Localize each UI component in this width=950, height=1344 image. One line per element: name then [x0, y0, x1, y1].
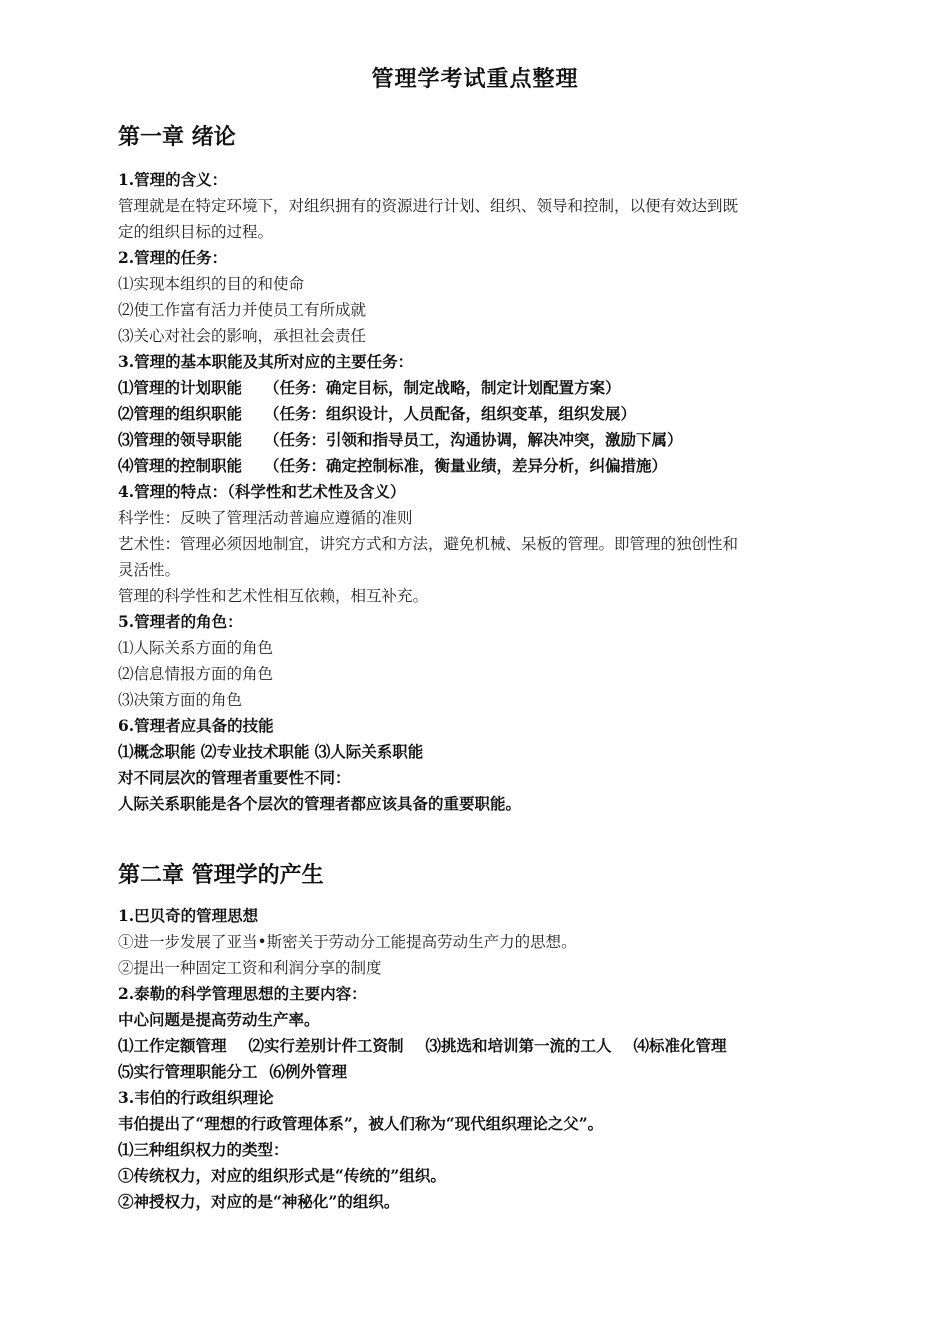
ch1-q4-text-4: 管理的科学性和艺术性相互依赖，相互补充。	[118, 587, 429, 605]
taylor-item: ⑸实行管理职能分工	[118, 1062, 258, 1081]
function-tasks: （任务：引领和指导员工，沟通协调，解决冲突，激励下属）	[264, 430, 683, 449]
ch2-q2-items-row-1	[118, 1036, 727, 1056]
ch2-q1-item-1: ①进一步发展了亚当•斯密关于劳动分工能提高劳动生产力的思想。	[118, 933, 577, 951]
ch1-q2-heading: 2.管理的任务：	[118, 248, 228, 267]
ch2-q3-text-4: ②神授权力，对应的是“神秘化”的组织。	[118, 1192, 400, 1211]
taylor-item: ⑷标准化管理	[633, 1036, 727, 1055]
ch1-q6-text-1: ⑴概念职能 ⑵专业技术职能 ⑶人际关系职能	[118, 742, 424, 761]
function-tasks: （任务：确定目标，制定战略，制定计划配置方案）	[264, 378, 621, 397]
ch1-q5-heading: 5.管理者的角色：	[118, 612, 243, 631]
chapter-2-title: 第二章 管理学的产生	[118, 862, 324, 888]
ch2-q3-text-2: ⑴三种组织权力的类型：	[118, 1140, 289, 1159]
ch1-q6-heading: 6.管理者应具备的技能	[118, 716, 274, 735]
function-tasks: （任务：确定控制标准，衡量业绩，差异分析，纠偏措施）	[264, 456, 668, 475]
ch1-q2-item-2: ⑵使工作富有活力并使员工有所成就	[118, 301, 367, 319]
taylor-item: ⑵实行差别计件工资制	[248, 1036, 404, 1055]
ch1-q3-row-4	[118, 456, 667, 476]
ch2-q3-text-1: 韦伯提出了“理想的行政管理体系”，被人们称为“现代组织理论之父”。	[118, 1114, 604, 1133]
ch1-q1-text-2: 定的组织目标的过程。	[118, 223, 274, 241]
ch1-q3-row-1	[118, 378, 621, 398]
ch2-q1-heading: 1.巴贝奇的管理思想	[118, 906, 259, 925]
ch2-q1-item-2: ②提出一种固定工资和利润分享的制度	[118, 959, 382, 977]
ch1-q5-item-3: ⑶决策方面的角色	[118, 691, 243, 709]
taylor-item: ⑹例外管理	[269, 1062, 348, 1081]
ch1-q4-text-2: 艺术性：管理必须因地制宜，讲究方式和方法，避免机械、呆板的管理。即管理的独创性和	[118, 535, 739, 553]
function-label: ⑴管理的计划职能	[118, 378, 243, 397]
ch1-q6-text-2: 对不同层次的管理者重要性不同：	[118, 768, 351, 787]
ch2-q2-text-1: 中心问题是提高劳动生产率。	[118, 1010, 320, 1029]
ch1-q5-item-1: ⑴人际关系方面的角色	[118, 639, 274, 657]
function-label: ⑵管理的组织职能	[118, 404, 243, 423]
function-label: ⑷管理的控制职能	[118, 456, 243, 475]
ch1-q3-row-3	[118, 430, 683, 450]
ch2-q3-heading: 3.韦伯的行政组织理论	[118, 1088, 274, 1107]
taylor-item: ⑴工作定额管理	[118, 1036, 227, 1055]
function-label: ⑶管理的领导职能	[118, 430, 243, 449]
ch1-q4-text-1: 科学性：反映了管理活动普遍应遵循的准则	[118, 509, 413, 527]
taylor-item: ⑶挑选和培训第一流的工人	[425, 1036, 612, 1055]
ch1-q5-item-2: ⑵信息情报方面的角色	[118, 665, 274, 683]
chapter-1-title: 第一章 绪论	[118, 124, 236, 150]
document-title: 管理学考试重点整理	[371, 66, 579, 92]
ch1-q4-heading: 4.管理的特点：（科学性和艺术性及含义）	[118, 482, 406, 501]
ch1-q2-item-3: ⑶关心对社会的影响，承担社会责任	[118, 327, 367, 345]
ch2-q3-text-3: ①传统权力，对应的组织形式是“传统的”组织。	[118, 1166, 446, 1185]
ch2-q2-heading: 2.泰勒的科学管理思想的主要内容：	[118, 984, 367, 1003]
function-tasks: （任务：组织设计，人员配备，组织变革，组织发展）	[264, 404, 637, 423]
ch1-q3-row-2	[118, 404, 636, 424]
ch1-q3-heading: 3.管理的基本职能及其所对应的主要任务：	[118, 352, 414, 371]
ch1-q1-heading: 1.管理的含义：	[118, 170, 228, 189]
ch2-q2-items-row-2	[118, 1062, 347, 1082]
ch1-q6-text-3: 人际关系职能是各个层次的管理者都应该具备的重要职能。	[118, 794, 522, 813]
ch1-q1-text-1: 管理就是在特定环境下，对组织拥有的资源进行计划、组织、领导和控制，以便有效达到既	[118, 197, 739, 215]
ch1-q2-item-1: ⑴实现本组织的目的和使命	[118, 275, 305, 293]
ch1-q4-text-3: 灵活性。	[118, 561, 181, 579]
